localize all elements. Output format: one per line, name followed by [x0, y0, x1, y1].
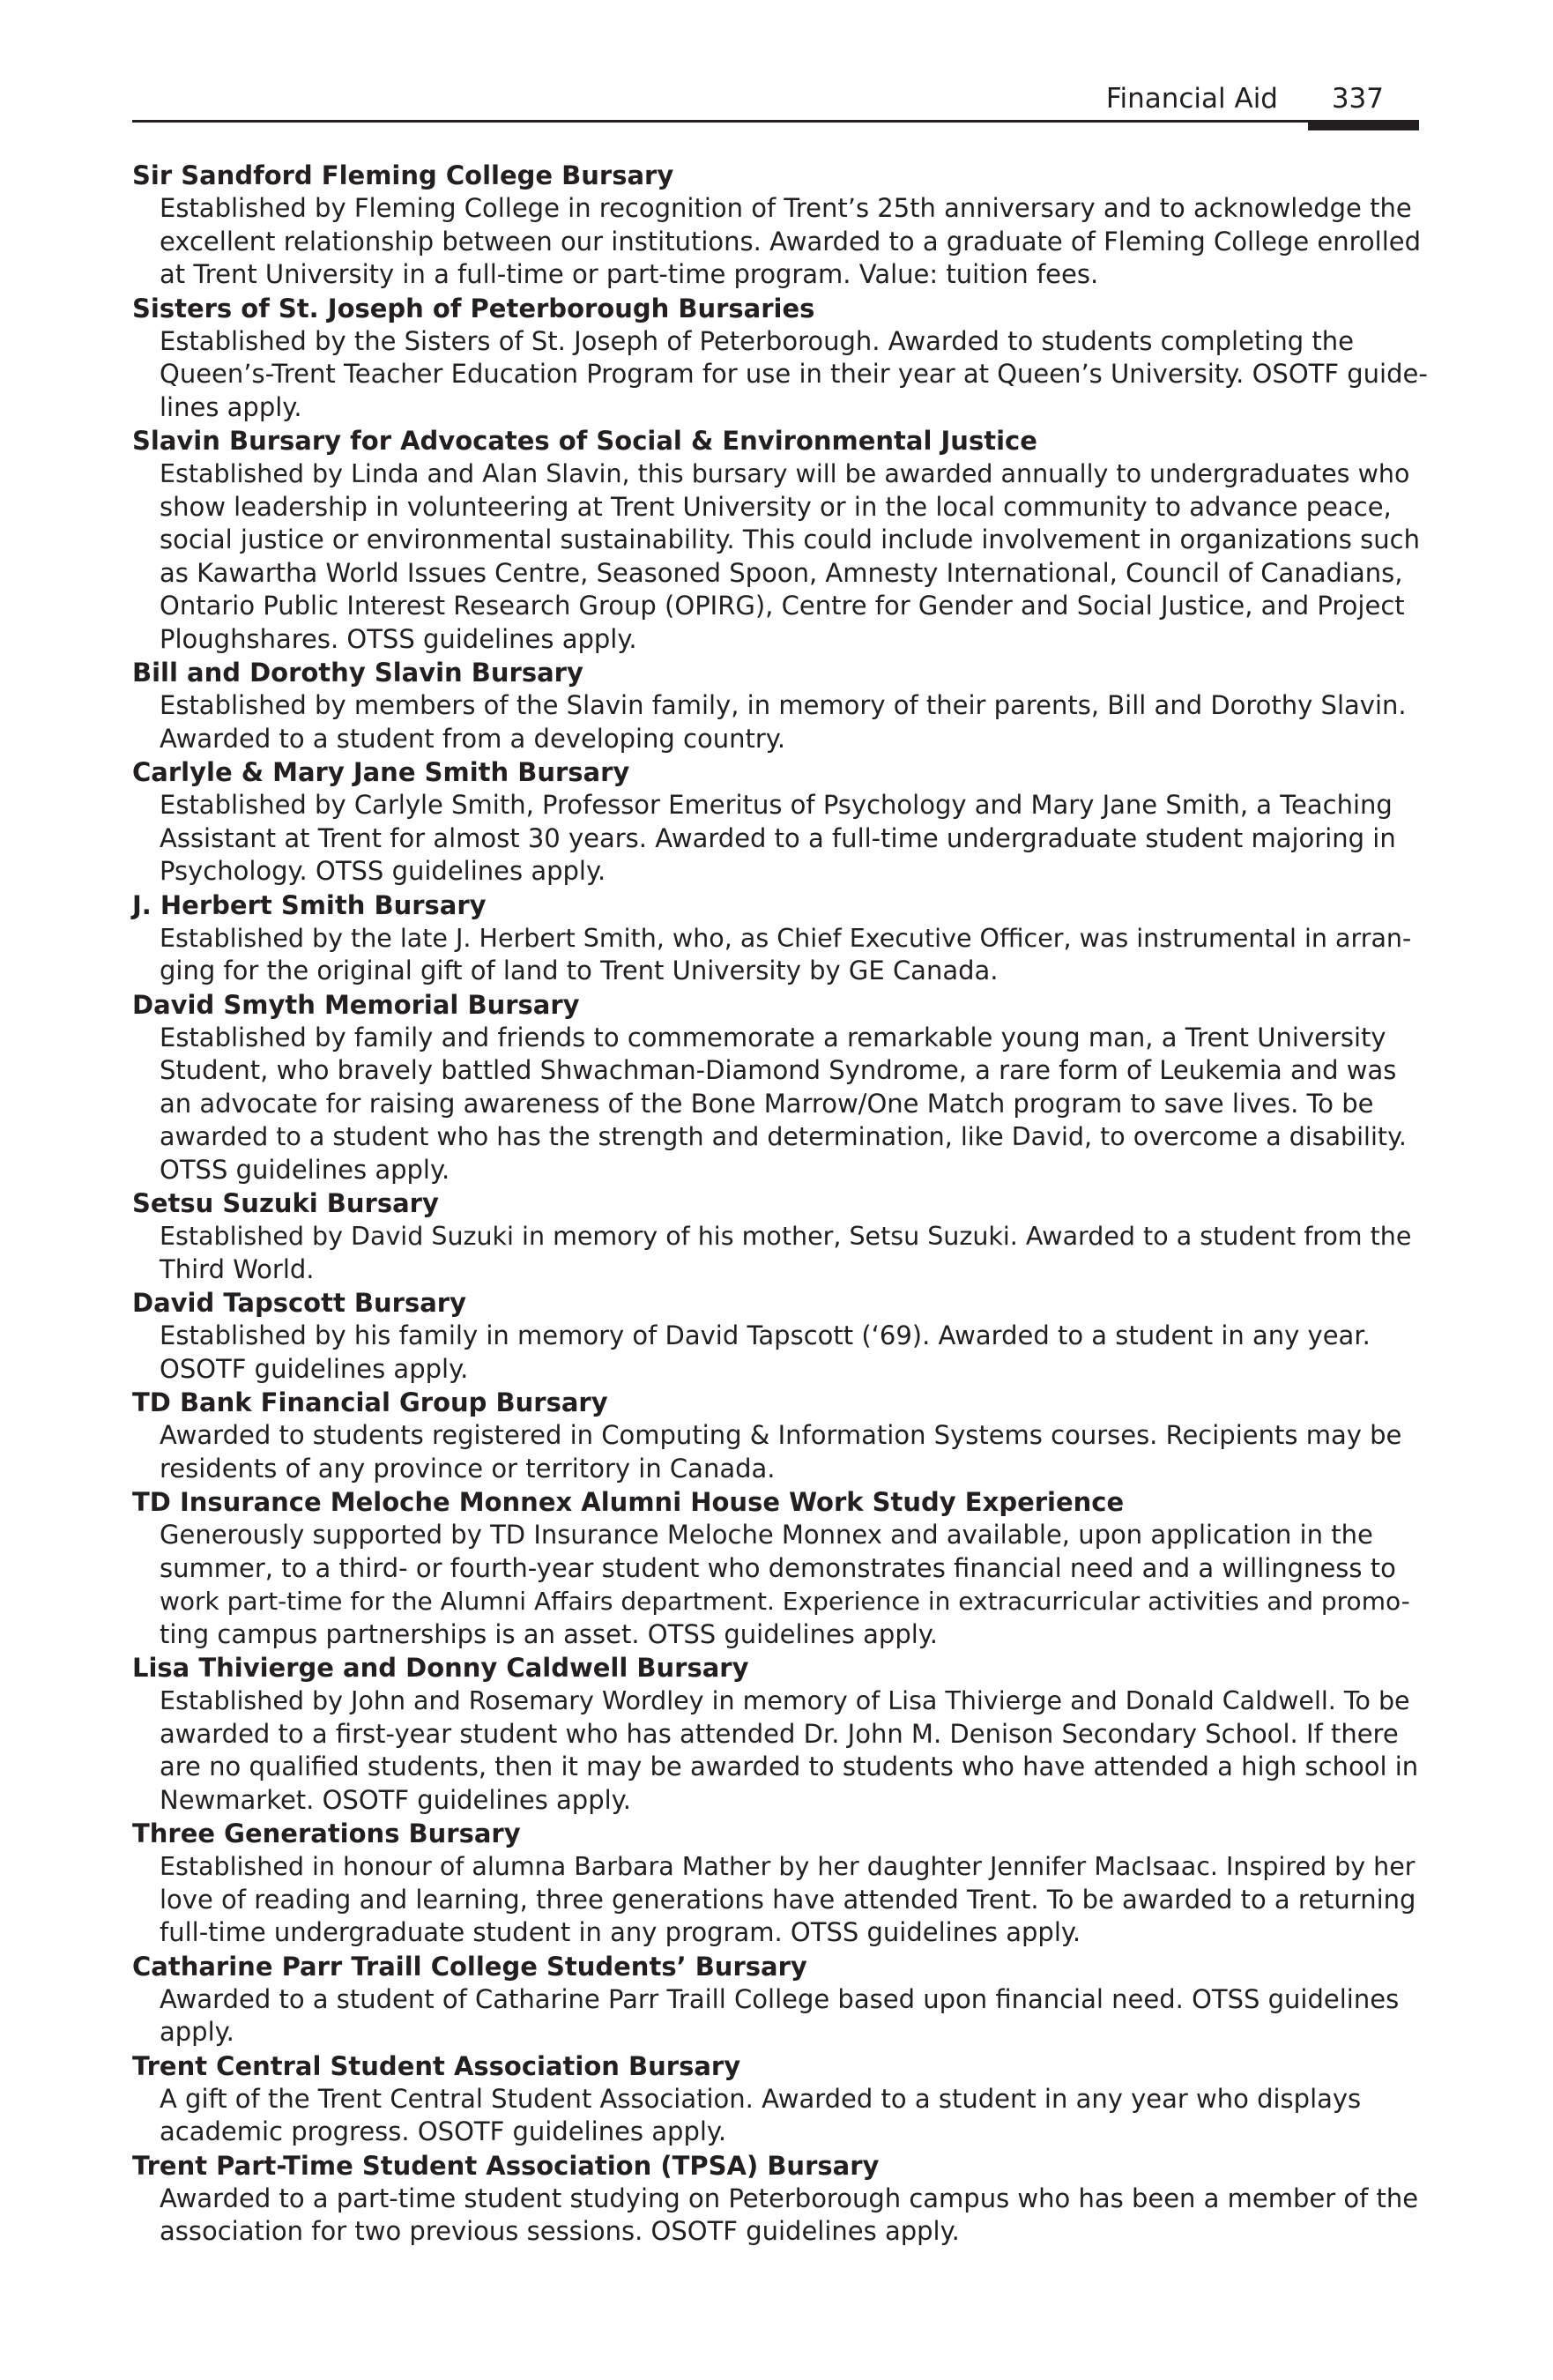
bursary-entry: [132, 1186, 1428, 1286]
description-line: social justice or environmental sustainability. This could include involvement in organizations such: [160, 524, 1420, 554]
bursary-entry: [132, 159, 1428, 292]
description-line: awarded to a student who has the strength and determination, like David, to overcome a disability.: [160, 1122, 1407, 1151]
bursary-description: [160, 922, 1428, 988]
description-line: Established by Linda and Alan Slavin, this bursary will be awarded annually to undergraduates who: [160, 459, 1410, 488]
bursary-entry: [132, 1386, 1428, 1485]
bursary-entry: [132, 2049, 1428, 2149]
description-line: Established in honour of alumna Barbara Mather by her daughter Jennifer MacIsaac. Inspired by her: [160, 1852, 1416, 1881]
bursary-title: Three Generations Bursary: [132, 1818, 521, 1848]
bursary-entry: [132, 1485, 1428, 1651]
description-line: excellent relationship between our institutions. Awarded to a graduate of Fleming College enrolled: [160, 226, 1422, 257]
description-line: Third World.: [160, 1253, 315, 1284]
description-line: Established by the Sisters of St. Joseph of Peterborough. Awarded to students completing the: [160, 325, 1354, 356]
bursary-title: Sir Sandford Fleming College Bursary: [132, 160, 674, 190]
bursary-description: [160, 1850, 1428, 1950]
description-line: Awarded to a student of Catharine Parr Traill College based upon financial need. OTSS guidelines: [160, 1983, 1400, 2014]
description-line: Awarded to a student from a developing country.: [160, 723, 786, 754]
bursary-description: [160, 1419, 1428, 1485]
bursary-description: [160, 2083, 1428, 2149]
bursary-title: Bill and Dorothy Slavin Bursary: [132, 658, 583, 688]
bursary-description: [160, 1220, 1428, 1286]
bursary-title: Trent Part-Time Student Association (TPSA) Bursary: [132, 2150, 880, 2181]
description-line: awarded to a first-year student who has attended Dr. John M. Denison Secondary School. If there: [160, 1718, 1399, 1749]
description-line: residents of any province or territory in Canada.: [160, 1453, 776, 1484]
description-line: Established by John and Rosemary Wordley in memory of Lisa Thivierge and Donald Caldwell. To be: [160, 1686, 1410, 1715]
bursary-description: [160, 1519, 1428, 1651]
description-line: Awarded to a part-time student studying on Peterborough campus who has been a member of the: [160, 2183, 1419, 2213]
description-line: Established by his family in memory of David Tapscott (‘69). Awarded to a student in any year.: [160, 1320, 1371, 1350]
description-line: Ontario Public Interest Research Group (OPIRG), Centre for Gender and Social Justice, and Project: [160, 591, 1405, 621]
bursary-entry: [132, 424, 1428, 656]
bursary-entry: [132, 1950, 1428, 2049]
description-line: show leadership in volunteering at Trent University or in the local community to advance peace,: [160, 491, 1392, 522]
bursary-title: Lisa Thivierge and Donny Caldwell Bursary: [132, 1653, 749, 1683]
description-line: academic progress. OSOTF guidelines apply.: [160, 2116, 727, 2146]
bursary-description: [160, 457, 1428, 656]
bursary-description: [160, 1320, 1428, 1386]
bursary-entry: [132, 1817, 1428, 1950]
bursary-entry: [132, 1651, 1428, 1817]
bursary-title: Slavin Bursary for Advocates of Social & Environmental Justice: [132, 426, 1037, 456]
description-line: ging for the original gift of land to Trent University by GE Canada.: [160, 956, 999, 985]
bursary-entry: [132, 292, 1428, 425]
header-rule: [132, 120, 1419, 123]
bursary-title: Trent Central Student Association Bursary: [132, 2050, 741, 2081]
page-number: 337: [1331, 83, 1384, 115]
section-title: Financial Aid: [1105, 83, 1278, 115]
bursary-description: [160, 1022, 1428, 1187]
bursary-title: TD Bank Financial Group Bursary: [132, 1387, 608, 1417]
description-line: Awarded to students registered in Computing & Information Systems courses. Recipients may be: [160, 1420, 1402, 1450]
description-line: at Trent University in a full-time or part-time program. Value: tuition fees.: [160, 259, 1099, 289]
bursary-title: Catharine Parr Traill College Students’ Bursary: [132, 1951, 807, 1982]
bursary-entry: [132, 656, 1428, 755]
description-line: Assistant at Trent for almost 30 years. Awarded to a full-time undergraduate student majoring in: [160, 822, 1396, 853]
bursary-description: [160, 689, 1428, 755]
description-line: summer, to a third- or fourth-year student who demonstrates financial need and a willingness to: [160, 1552, 1396, 1583]
description-line: Ploughshares. OTSS guidelines apply.: [160, 623, 637, 654]
description-line: full-time undergraduate student in any program. OTSS guidelines apply.: [160, 1917, 1081, 1947]
running-header: [132, 81, 1419, 129]
description-line: ting campus partnerships is an asset. OTSS guidelines apply.: [160, 1618, 939, 1649]
description-line: Established by Fleming College in recognition of Trent’s 25th anniversary and to acknowledge the: [160, 193, 1412, 223]
bursary-entry: [132, 2149, 1428, 2249]
bursary-description: [160, 1685, 1428, 1817]
description-line: Queen’s-Trent Teacher Education Program for use in their year at Queen’s University. OSOTF guide-: [160, 359, 1428, 389]
description-line: an advocate for raising awareness of the Bone Marrow/One Match program to save lives. To be: [160, 1088, 1374, 1119]
bursary-entry: [132, 755, 1428, 889]
description-line: as Kawartha World Issues Centre, Seasoned Spoon, Amnesty International, Council of Canadians,: [160, 557, 1403, 588]
description-line: A gift of the Trent Central Student Association. Awarded to a student in any year who displays: [160, 2083, 1362, 2114]
description-line: association for two previous sessions. OSOTF guidelines apply.: [160, 2216, 960, 2246]
bursary-description: [160, 325, 1428, 425]
bursary-title: TD Insurance Meloche Monnex Alumni House Work Study Experience: [132, 1487, 1125, 1517]
bursary-description: [160, 789, 1428, 889]
bursary-title: Setsu Suzuki Bursary: [132, 1188, 439, 1218]
bursary-entry: [132, 988, 1428, 1187]
bursary-description: [160, 2183, 1428, 2249]
description-line: Generously supported by TD Insurance Meloche Monnex and available, upon application in the: [160, 1520, 1373, 1550]
bursary-description: [160, 192, 1428, 292]
description-line: apply.: [160, 2017, 234, 2047]
description-line: OSOTF guidelines apply.: [160, 1353, 469, 1384]
bursary-description: [160, 1983, 1428, 2049]
bursary-title: J. Herbert Smith Bursary: [132, 889, 487, 920]
header-tab-bar: [1308, 120, 1419, 130]
description-line: OTSS guidelines apply.: [160, 1154, 450, 1185]
description-line: Established by members of the Slavin family, in memory of their parents, Bill and Dorothy Slavin.: [160, 690, 1407, 720]
description-line: Established by David Suzuki in memory of his mother, Setsu Suzuki. Awarded to a student from the: [160, 1222, 1412, 1251]
bursary-title: David Tapscott Bursary: [132, 1288, 466, 1318]
bursary-title: David Smyth Memorial Bursary: [132, 989, 580, 1020]
description-line: Psychology. OTSS guidelines apply.: [160, 856, 606, 886]
bursary-list: [132, 159, 1428, 2249]
description-line: work part-time for the Alumni Affairs department. Experience in extracurricular activities and promo-: [160, 1587, 1410, 1616]
description-line: love of reading and learning, three generations have attended Trent. To be awarded to a returning: [160, 1884, 1416, 1915]
description-line: Established by Carlyle Smith, Professor Emeritus of Psychology and Mary Jane Smith, a Teaching: [160, 790, 1393, 820]
description-line: are no qualified students, then it may be awarded to students who have attended a high school in: [160, 1752, 1419, 1781]
description-line: Newmarket. OSOTF guidelines apply.: [160, 1784, 631, 1815]
bursary-title: Sisters of St. Joseph of Peterborough Bursaries: [132, 293, 815, 324]
description-line: Established by the late J. Herbert Smith, who, as Chief Executive Officer, was instrumental in arran-: [160, 923, 1412, 953]
bursary-entry: [132, 1286, 1428, 1386]
bursary-entry: [132, 889, 1428, 988]
description-line: Student, who bravely battled Shwachman-Diamond Syndrome, a rare form of Leukemia and was: [160, 1055, 1397, 1085]
description-line: Established by family and friends to commemorate a remarkable young man, a Trent University: [160, 1022, 1386, 1052]
description-line: lines apply.: [160, 391, 302, 422]
bursary-title: Carlyle & Mary Jane Smith Bursary: [132, 757, 630, 787]
